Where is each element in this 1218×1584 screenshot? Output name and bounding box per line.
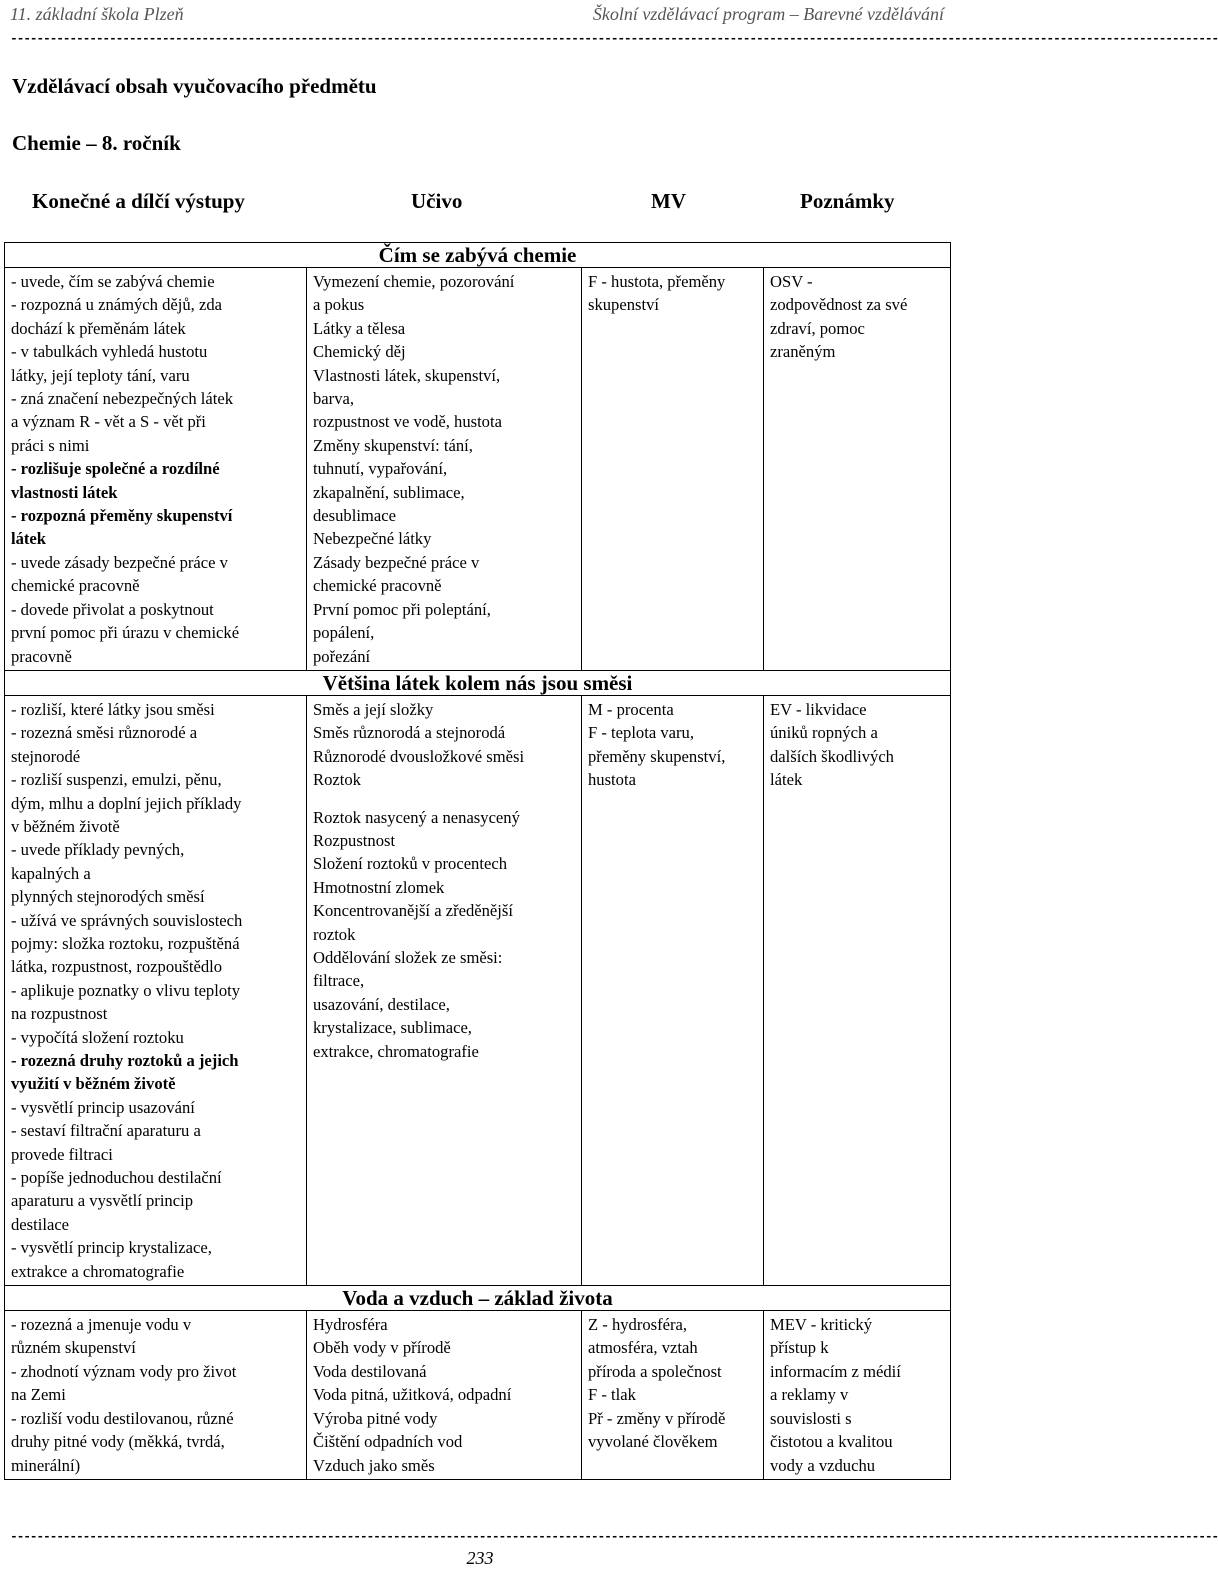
text-line: vody a vzduchu <box>770 1455 876 1475</box>
text-line: látky, její teploty tání, varu <box>11 365 190 385</box>
text-line: a pokus <box>313 295 365 315</box>
outcomes-cell <box>5 695 307 1285</box>
text-line: - rozezná a jmenuje vodu v <box>11 1315 192 1335</box>
column-header-mv: MV <box>651 189 686 213</box>
text-line: chemické pracovně <box>313 576 442 596</box>
text-line: - rozlišuje společné a rozdílné <box>11 459 220 479</box>
content-cell <box>307 1311 582 1480</box>
text-line: práci s nimi <box>11 435 90 455</box>
text-line: Rozpustnost <box>313 830 396 850</box>
text-line: využití v běžném životě <box>11 1074 176 1094</box>
section-band-title: Většina látek kolem nás jsou směsi <box>5 670 951 695</box>
text-line: látka, rozpustnost, rozpouštědlo <box>11 957 223 977</box>
text-line: - uvede, čím se zabývá chemie <box>11 272 215 291</box>
text-line: - užívá ve správných souvislostech <box>11 910 243 930</box>
text-line: destilace <box>11 1214 70 1234</box>
text-line: kapalných a <box>11 863 91 883</box>
text-line: na Zemi <box>11 1385 66 1405</box>
text-line: a význam R - vět a S - vět při <box>11 412 206 432</box>
text-line: zdraví, pomoc <box>770 318 865 338</box>
text-line: Chemický děj <box>313 342 406 362</box>
text-line: - rozezná směsi různorodé a <box>11 723 198 743</box>
mv-cell <box>582 268 764 671</box>
text-line: přeměny skupenství, <box>588 746 726 766</box>
text-line: plynných stejnorodých směsí <box>11 887 205 907</box>
text-line: Z - hydrosféra, <box>588 1315 688 1335</box>
text-line: MEV - kritický <box>770 1315 873 1335</box>
text-line: Hydrosféra <box>313 1315 388 1335</box>
text-line: - zhodnotí význam vody pro život <box>11 1361 237 1381</box>
text-line: Hmotnostní zlomek <box>313 877 445 897</box>
text-line: chemické pracovně <box>11 576 140 596</box>
text-line: Oddělování složek ze směsi: <box>313 947 503 967</box>
text-line: extrakce a chromatografie <box>11 1261 185 1281</box>
text-line: krystalizace, sublimace, <box>313 1018 472 1038</box>
text-line: Změny skupenství: tání, <box>313 435 473 455</box>
content-cell <box>307 695 582 1285</box>
text-line: M - procenta <box>588 699 674 719</box>
column-header-content: Učivo <box>411 189 463 213</box>
text-line: desublimace <box>313 506 396 526</box>
text-line: hustota <box>588 770 636 790</box>
program-name: Školní vzdělávací program – Barevné vzdělávání <box>592 4 944 24</box>
text-line: Směs různorodá a stejnorodá <box>313 723 506 743</box>
page-number: 233 <box>466 1548 494 1568</box>
text-line: Čištění odpadních vod <box>313 1432 463 1452</box>
text-line: - rozliší, které látky jsou směsi <box>11 699 215 719</box>
text-line: - v tabulkách vyhledá hustotu <box>11 342 208 362</box>
mv-cell <box>582 1311 764 1480</box>
text-line: zodpovědnost za své <box>770 295 908 315</box>
table-row <box>5 695 951 1285</box>
section-band-title: Čím se zabývá chemie <box>5 243 951 268</box>
text-line: - rozliší suspenzi, emulzi, pěnu, <box>11 770 222 790</box>
content-cell <box>307 268 582 671</box>
text-line: Vzduch jako směs <box>313 1455 435 1475</box>
text-line: dochází k přeměnám látek <box>11 318 186 338</box>
text-line: stejnorodé <box>11 746 81 766</box>
column-header-outcomes: Konečné a dílčí výstupy <box>32 189 245 213</box>
text-line: F - hustota, přeměny <box>588 272 726 291</box>
text-line: úniků ropných a <box>770 723 878 743</box>
line-gap <box>313 792 575 806</box>
text-line: na rozpustnost <box>11 1004 108 1024</box>
text-line: dalších škodlivých <box>770 746 894 766</box>
text-line: dým, mlhu a doplní jejich příklady <box>11 793 242 813</box>
school-name: 11. základní škola Plzeň <box>10 4 184 24</box>
text-line: - vysvětlí princip usazování <box>11 1097 195 1117</box>
text-line: provede filtraci <box>11 1144 113 1164</box>
text-line: souvislosti s <box>770 1408 852 1428</box>
text-line: roztok <box>313 924 356 944</box>
text-line: minerální) <box>11 1455 81 1475</box>
notes-cell <box>764 695 951 1285</box>
text-line: usazování, destilace, <box>313 994 450 1014</box>
text-line: Směs a její složky <box>313 699 434 719</box>
section-band-title: Voda a vzduch – základ života <box>5 1286 951 1311</box>
footer-divider: --------------------------------------------------------------------------------------------------------------------------------------------------------------------------------------- <box>10 1529 1218 1544</box>
text-line: První pomoc při poleptání, <box>313 599 491 619</box>
text-line: vyvolané člověkem <box>588 1432 718 1452</box>
column-header-notes: Poznámky <box>800 189 895 213</box>
table-row <box>5 1311 951 1480</box>
text-line: přístup k <box>770 1338 829 1358</box>
text-line: Vlastnosti látek, skupenství, <box>313 365 501 385</box>
section-title: Vzdělávací obsah vyučovacího předmětu <box>12 74 377 98</box>
text-line: - dovede přivolat a poskytnout <box>11 599 214 619</box>
column-headers <box>0 189 960 217</box>
text-line: - vypočítá složení roztoku <box>11 1027 184 1047</box>
text-line: Nebezpečné látky <box>313 529 432 549</box>
text-line: Vymezení chemie, pozorování <box>313 272 515 291</box>
text-line: v běžném životě <box>11 816 120 836</box>
text-line: filtrace, <box>313 971 365 991</box>
text-line: - rozliší vodu destilovanou, různé <box>11 1408 234 1428</box>
text-line: příroda a společnost <box>588 1361 722 1381</box>
text-line: druhy pitné vody (měkká, tvrdá, <box>11 1432 225 1452</box>
text-line: - zná značení nebezpečných látek <box>11 389 234 409</box>
text-line: EV - likvidace <box>770 699 867 719</box>
table-row <box>5 268 951 671</box>
text-line: popálení, <box>313 623 375 643</box>
text-line: F - tlak <box>588 1385 636 1405</box>
text-line: OSV - <box>770 272 813 291</box>
text-line: - rozpozná přeměny skupenství <box>11 506 233 526</box>
text-line: Voda pitná, užitková, odpadní <box>313 1385 512 1405</box>
text-line: - uvede příklady pevných, <box>11 840 185 860</box>
text-line: Voda destilovaná <box>313 1361 427 1381</box>
text-line: látek <box>770 770 803 790</box>
text-line: různém skupenství <box>11 1338 136 1358</box>
text-line: látek <box>11 529 47 549</box>
text-line: - aplikuje poznatky o vlivu teploty <box>11 980 241 1000</box>
text-line: aparaturu a vysvětlí princip <box>11 1191 194 1211</box>
text-line: informacím z médií <box>770 1361 901 1381</box>
curriculum-table <box>4 242 951 1480</box>
text-line: Zásady bezpečné práce v <box>313 552 480 572</box>
text-line: čistotou a kvalitou <box>770 1432 893 1452</box>
text-line: Složení roztoků v procentech <box>313 854 507 874</box>
outcomes-cell <box>5 268 307 671</box>
section-band-row <box>5 1286 951 1311</box>
text-line: - sestaví filtrační aparaturu a <box>11 1121 201 1141</box>
subject-title: Chemie – 8. ročník <box>12 131 181 155</box>
text-line: Př - změny v přírodě <box>588 1408 726 1428</box>
text-line: - uvede zásady bezpečné práce v <box>11 552 228 572</box>
section-band-row <box>5 670 951 695</box>
page-header <box>10 2 944 26</box>
text-line: barva, <box>313 389 354 409</box>
text-line: tuhnutí, vypařování, <box>313 459 448 479</box>
text-line: pracovně <box>11 646 72 666</box>
text-line: F - teplota varu, <box>588 723 694 743</box>
text-line: pořezání <box>313 646 371 666</box>
outcomes-cell <box>5 1311 307 1480</box>
text-line: první pomoc při úrazu v chemické <box>11 623 240 643</box>
text-line: extrakce, chromatografie <box>313 1041 479 1061</box>
text-line: zkapalnění, sublimace, <box>313 482 465 502</box>
text-line: Roztok <box>313 770 361 790</box>
text-line: vlastnosti látek <box>11 482 118 502</box>
text-line: a reklamy v <box>770 1385 849 1405</box>
text-line: Koncentrovanější a zředěnější <box>313 901 513 921</box>
text-line: Výroba pitné vody <box>313 1408 438 1428</box>
text-line: atmosféra, vztah <box>588 1338 698 1358</box>
text-line: - vysvětlí princip krystalizace, <box>11 1238 212 1258</box>
text-line: skupenství <box>588 295 659 315</box>
section-band-row <box>5 243 951 268</box>
text-line: Oběh vody v přírodě <box>313 1338 451 1358</box>
header-divider: --------------------------------------------------------------------------------------------------------------------------------------------------------------------------------------- <box>10 31 1218 46</box>
text-line: - rozezná druhy roztoků a jejich <box>11 1051 239 1070</box>
text-line: rozpustnost ve vodě, hustota <box>313 412 502 432</box>
text-line: zraněným <box>770 342 836 362</box>
text-line: - rozpozná u známých dějů, zda <box>11 295 223 315</box>
text-line: - popíše jednoduchou destilační <box>11 1168 222 1188</box>
text-line: Roztok nasycený a nenasycený <box>313 807 520 827</box>
text-line: Různorodé dvousložkové směsi <box>313 746 525 766</box>
notes-cell <box>764 1311 951 1480</box>
text-line: pojmy: složka roztoku, rozpuštěná <box>11 933 240 953</box>
text-line: Látky a tělesa <box>313 318 406 338</box>
notes-cell <box>764 268 951 671</box>
mv-cell <box>582 695 764 1285</box>
